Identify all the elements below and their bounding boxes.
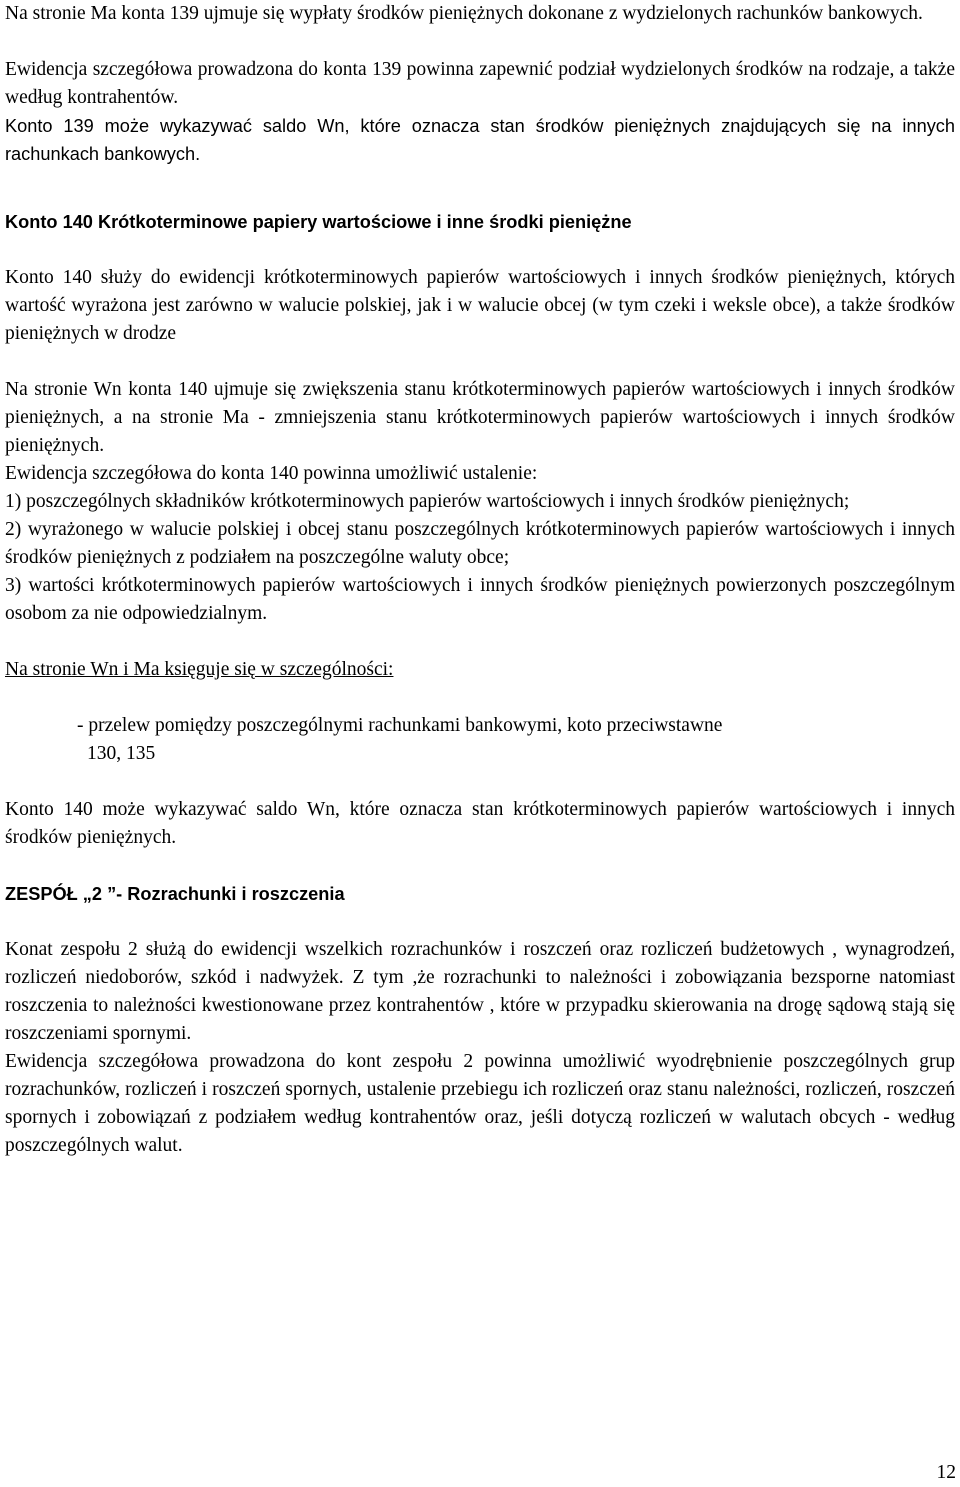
- document-page: [5, 0, 955, 1160]
- list-item: 1) poszczególnych składników krótkoterminowych papierów wartościowych i innych środków pieniężnych;: [5, 491, 850, 512]
- paragraph-140-detailed-records: Ewidencja szczegółowa do konta 140 powinna umożliwić ustalenie:: [5, 463, 538, 484]
- page-number: 12: [936, 1462, 956, 1483]
- paragraph-139-detailed-records: Ewidencja szczegółowa prowadzona do konta 139 powinna zapewnić podział wydzielonych środków na rodzaje, a także według kontrahentów.: [5, 59, 955, 108]
- bullet-transfer-accounts: 130, 135: [87, 743, 156, 764]
- bullet-transfer-line: - przelew pomiędzy poszczególnymi rachunkami bankowymi, koto przeciwstawne: [77, 715, 723, 736]
- zespol-2-heading: ZESPÓŁ „2 ”- Rozrachunki i roszczenia: [5, 884, 345, 904]
- paragraph-140-purpose: Konto 140 służy do ewidencji krótkoterminowych papierów wartościowych i innych środków pieniężnych, których wartość wyrażona jest zarówno w walucie polskiej, jak i w walucie obcej (w tym czeki i weksle obce), a także środków pieniężnych w drodze: [5, 267, 955, 344]
- paragraph-zespol-2-purpose: Konat zespołu 2 służą do ewidencji wszelkich rozrachunków i roszczeń oraz rozliczeń budżetowych , wynagrodzeń, rozliczeń niedoborów, szkód i nadwyżek. Z tym ,że rozrachunki to należności i zobowiązania bezsporne natomiast roszczenia to należności kwestionowane przez kontrahentów , które w przypadku skierowania na drogę sądową stają się roszczeniami spornymi.: [5, 939, 955, 1044]
- list-item: 2) wyrażonego w walucie polskiej i obcej stanu poszczególnych krótkoterminowych papierów wartościowych i innych środków pieniężnych z podziałem na poszczególne waluty obce;: [5, 519, 955, 568]
- paragraph-139-ma-side: Na stronie Ma konta 139 ujmuje się wypłaty środków pieniężnych dokonane z wydzielonych rachunków bankowych.: [5, 3, 923, 24]
- paragraph-zespol-2-detailed-records: Ewidencja szczegółowa prowadzona do kont zespołu 2 powinna umożliwić wyodrębnienie poszczególnych grup rozrachunków, rozliczeń i roszczeń spornych, ustalenie przebiegu ich rozliczeń oraz stanu należności, rozliczeń, roszczeń spornych i zobowiązań z podziałem według kontrahentów oraz, jeśli dotyczą rozliczeń w walutach obcych - według poszczególnych walut.: [5, 1051, 955, 1156]
- list-140-requirements: [5, 488, 955, 628]
- paragraph-139-balance: Konto 139 może wykazywać saldo Wn, które oznacza stan środków pieniężnych znajdujących się na innych rachunkach bankowych.: [5, 116, 955, 164]
- paragraph-140-balance: Konto 140 może wykazywać saldo Wn, które oznacza stan krótkoterminowych papierów wartościowych i innych środków pieniężnych.: [5, 799, 955, 848]
- section-140-heading: Konto 140 Krótkoterminowe papiery wartościowe i inne środki pieniężne: [5, 212, 632, 232]
- wn-ma-subheading: Na stronie Wn i Ma księguje się w szczególności:: [5, 659, 394, 680]
- list-item: 3) wartości krótkoterminowych papierów wartościowych i innych środków pieniężnych powierzonych poszczególnym osobom za nie odpowiedzialnym.: [5, 575, 955, 624]
- paragraph-140-wn-ma: Na stronie Wn konta 140 ujmuje się zwiększenia stanu krótkoterminowych papierów wartościowych i innych środków pieniężnych, a na stronie Ma - zmniejszenia stanu krótkoterminowych papierów wartościowych i innych środków pieniężnych.: [5, 379, 955, 456]
